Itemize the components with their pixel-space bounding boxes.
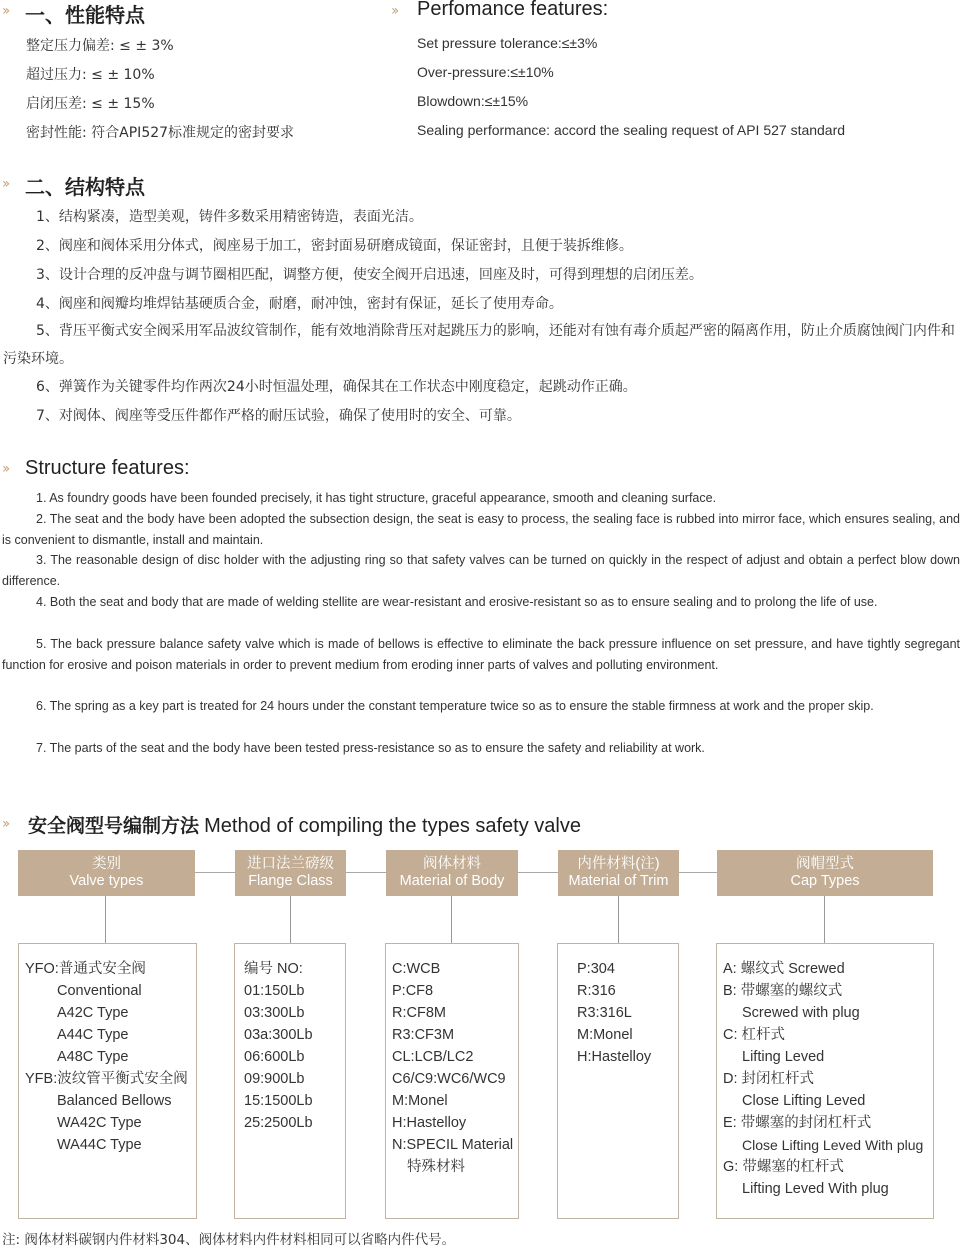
- valve-types-box: [18, 943, 197, 1219]
- connector-line: [195, 872, 235, 873]
- list-item: N:SPECIL Material: [392, 1137, 514, 1153]
- list-item: D: 封闭杠杆式: [723, 1071, 815, 1087]
- list-item: 03a:300Lb: [244, 1027, 313, 1043]
- structure-item-en: 3. The reasonable design of disc holder with the adjusting ring so that safety valves can be turned on quickly in the respect of adjust and obtain a perfect blow down difference.: [2, 553, 960, 588]
- list-item: 15:1500Lb: [244, 1093, 313, 1109]
- list-item: Close Lifting Leved: [742, 1093, 866, 1109]
- performance-heading-en: Perfomance features:: [417, 0, 609, 20]
- header-en: Material of Trim: [568, 873, 669, 889]
- header-en: Material of Body: [399, 873, 505, 889]
- flange-class-box: [234, 943, 346, 1219]
- list-item: CL:LCB/LC2: [392, 1049, 474, 1065]
- connector-line: [679, 872, 717, 873]
- double-chevron-icon: ››: [2, 176, 8, 192]
- performance-item-en: Set pressure tolerance:≤±3%: [417, 35, 598, 51]
- header-valve-types: [18, 850, 195, 896]
- footnote: 注: 阀体材料碳钢内件材料304、阀体材料内件材料相同可以省略内件代号。: [2, 1232, 456, 1248]
- structure-item-cn: 6、弹簧作为关键零件均作两次24小时恒温处理，确保其在工作状态中刚度稳定，起跳动作正确。: [36, 379, 637, 395]
- performance-item-en: Blowdown:≤±15%: [417, 93, 529, 109]
- double-chevron-icon: ››: [391, 3, 397, 19]
- header-material-of-body: [386, 850, 518, 896]
- list-item: A: 螺纹式 Screwed: [723, 961, 845, 977]
- list-item: 09:900Lb: [244, 1071, 305, 1087]
- list-item: C:WCB: [392, 961, 441, 977]
- header-cn: 进口法兰磅级: [247, 856, 334, 872]
- list-item: A44C Type: [57, 1027, 129, 1043]
- cap-types-box: [716, 943, 934, 1219]
- list-item: Close Lifting Leved With plug: [742, 1137, 924, 1153]
- list-item: WA44C Type: [57, 1137, 142, 1153]
- connector-line: [518, 872, 558, 873]
- method-heading-en: Method of compiling the types safety valve: [204, 815, 581, 837]
- connector-line: [105, 896, 106, 944]
- double-chevron-icon: ››: [2, 3, 8, 19]
- list-item: A42C Type: [57, 1005, 129, 1021]
- list-item: R3:CF3M: [392, 1027, 455, 1043]
- list-item: R:CF8M: [392, 1005, 446, 1021]
- structure-item-cn: 5、背压平衡式安全阀采用军品波纹管制作，能有效地消除背压对起跳压力的影响，还能对有蚀有毒介质起严密的隔离作用，防止介质腐蚀阀门内件和污染环境。: [3, 323, 955, 367]
- performance-item-cn: 整定压力偏差: ≤ ± 3%: [26, 38, 174, 54]
- structure-item-cn: 3、设计合理的反冲盘与调节圈相匹配，调整方便，使安全阀开启迅速，回座及时，可得到理想的启闭压差。: [36, 267, 703, 283]
- method-heading-cn: 安全阀型号编制方法: [28, 815, 200, 837]
- list-item: 01:150Lb: [244, 983, 305, 999]
- structure-item-cn: 4、阀座和阀瓣均堆焊钴基硬质合金，耐磨，耐冲蚀，密封有保证，延长了使用寿命。: [36, 296, 563, 312]
- list-item: B: 带螺塞的螺纹式: [723, 983, 843, 999]
- header-cn: 内件材料(注): [577, 856, 660, 872]
- connector-line: [451, 896, 452, 944]
- double-chevron-icon: ››: [2, 816, 8, 832]
- connector-line: [824, 896, 825, 944]
- list-item: 25:2500Lb: [244, 1115, 313, 1131]
- header-cn: 阀体材料: [423, 856, 481, 872]
- header-material-of-trim: [558, 850, 679, 896]
- list-item: R3:316L: [577, 1005, 632, 1021]
- structure-item-en: 6. The spring as a key part is treated for 24 hours under the constant temperature twice so as to ensure the stable firmness at work and the proper skip.: [36, 699, 874, 713]
- list-item: Conventional: [57, 983, 142, 999]
- list-item: 06:600Lb: [244, 1049, 305, 1065]
- list-item: WA42C Type: [57, 1115, 142, 1131]
- performance-item-en: Sealing performance: accord the sealing request of API 527 standard: [417, 122, 846, 138]
- header-flange-class: [235, 850, 346, 896]
- performance-item-en: Over-pressure:≤±10%: [417, 64, 554, 80]
- list-item: R:316: [577, 983, 616, 999]
- performance-item-cn: 启闭压差: ≤ ± 15%: [26, 96, 155, 112]
- header-en: Flange Class: [248, 873, 333, 889]
- connector-line: [618, 896, 619, 944]
- structure-item-cn: 2、阀座和阀体采用分体式，阀座易于加工，密封面易研磨成镜面，保证密封，且便于装拆维修。: [36, 238, 633, 254]
- structure-item-cn: 1、结构紧凑，造型美观，铸件多数采用精密铸造，表面光洁。: [36, 209, 423, 225]
- method-heading: [28, 811, 581, 838]
- material-body-box: [385, 943, 519, 1219]
- header-cn: 类别: [92, 856, 121, 872]
- connector-line: [346, 872, 386, 873]
- connector-line: [290, 896, 291, 944]
- list-item: Lifting Leved: [742, 1049, 825, 1065]
- structure-item-en: 4. Both the seat and body that are made of welding stellite are wear-resistant and erosive-resistant so as to ensure sealing and to prolong the life of use.: [36, 595, 878, 609]
- header-cn: 阀帽型式: [796, 856, 854, 872]
- header-en: Cap Types: [790, 873, 860, 889]
- list-item: Lifting Leved With plug: [742, 1181, 889, 1197]
- performance-item-cn: 超过压力: ≤ ± 10%: [26, 67, 155, 83]
- list-item: G: 带螺塞的杠杆式: [723, 1159, 844, 1175]
- list-item: H:Hastelloy: [392, 1115, 467, 1131]
- header-cap-types: [717, 850, 933, 896]
- list-item: YFB:波纹管平衡式安全阀: [25, 1071, 188, 1087]
- double-chevron-icon: ››: [2, 461, 8, 477]
- list-item: M:Monel: [392, 1093, 448, 1109]
- list-item: C: 杠杆式: [723, 1027, 786, 1043]
- performance-heading-cn: 一、性能特点: [25, 3, 145, 27]
- structure-heading-en: Structure features:: [25, 457, 190, 479]
- structure-item-en: 7. The parts of the seat and the body have been tested press-resistance so as to ensure the safety and reliability at work.: [36, 741, 705, 755]
- structure-item-en: 1. As foundry goods have been founded precisely, it has tight structure, graceful appearance, smooth and cleaning surface.: [36, 491, 717, 505]
- list-item: Balanced Bellows: [57, 1093, 172, 1109]
- structure-heading-cn: 二、结构特点: [25, 175, 145, 199]
- structure-item-en: 2. The seat and the body have been adopted the subsection design, the seat is easy to process, the sealing face is rubbed into mirror face, which ensures sealing, and is convenient to dismantle, install and maintain.: [2, 512, 960, 547]
- list-item: M:Monel: [577, 1027, 633, 1043]
- material-trim-box: [557, 943, 679, 1219]
- header-en: Valve types: [69, 873, 144, 889]
- list-item: P:304: [577, 961, 615, 977]
- list-item: H:Hastelloy: [577, 1049, 652, 1065]
- list-item: 编号 NO:: [244, 961, 303, 977]
- list-item: C6/C9:WC6/WC9: [392, 1071, 506, 1087]
- list-item: P:CF8: [392, 983, 434, 999]
- performance-item-cn: 密封性能: 符合API527标准规定的密封要求: [26, 125, 295, 141]
- list-item: YFO:普通式安全阀: [25, 961, 146, 977]
- list-item: 03:300Lb: [244, 1005, 305, 1021]
- list-item: 特殊材料: [407, 1159, 465, 1175]
- list-item: Screwed with plug: [742, 1005, 860, 1021]
- list-item: E: 带螺塞的封闭杠杆式: [723, 1115, 872, 1131]
- structure-item-en: 5. The back pressure balance safety valve which is made of bellows is effective to eliminate the back pressure influence on set pressure, and have tightly segregant function for erosive and poison materials in order to prevent medium from eroding inner parts of valves and polluting environment.: [2, 637, 960, 672]
- list-item: A48C Type: [57, 1049, 129, 1065]
- structure-item-cn: 7、对阀体、阀座等受压件都作严格的耐压试验，确保了使用时的安全、可靠。: [36, 408, 521, 424]
